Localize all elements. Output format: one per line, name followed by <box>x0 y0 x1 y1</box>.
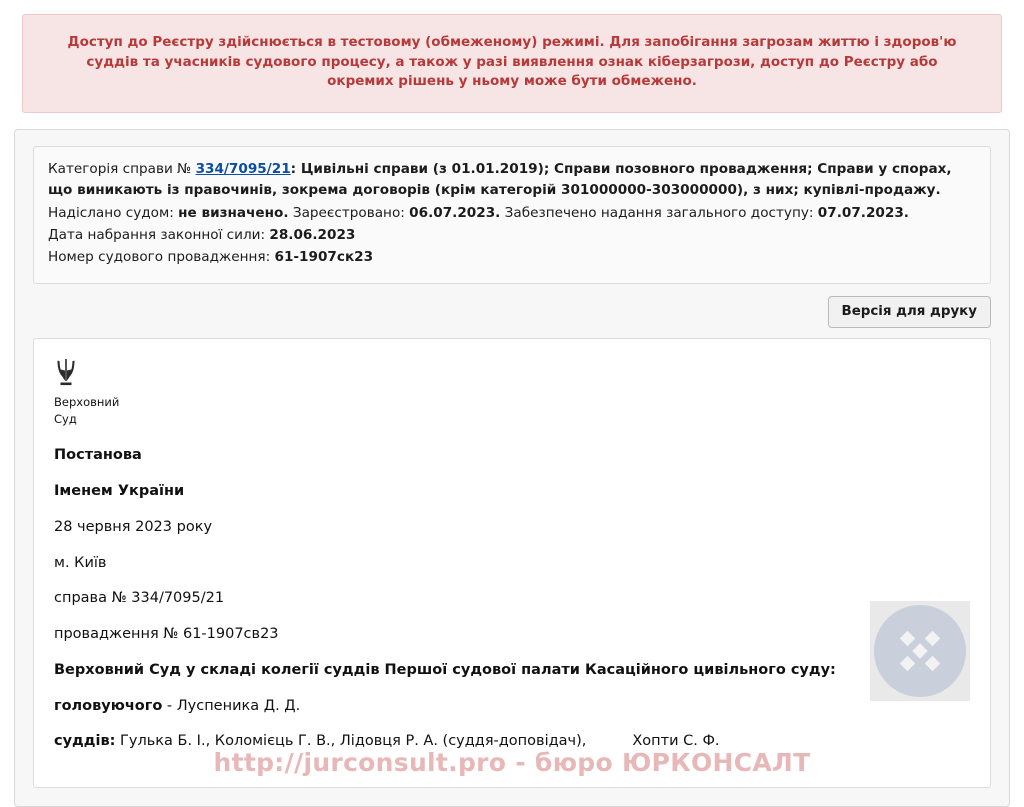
presiding-value: - Луспеника Д. Д. <box>162 697 301 714</box>
case-registered-value: 06.07.2023. <box>409 204 501 221</box>
case-meta-block <box>33 146 991 284</box>
case-sent-line <box>48 203 976 224</box>
case-category-value: : Цивільні справи (з 01.01.2019); Справи позовного провадження; Справи у спорах, що виникають із правочинів, зокрема договорів (крім категорій 301000000-303000000), з них; купівлі-продажу. <box>48 160 952 198</box>
trident-emblem-icon <box>54 357 78 391</box>
case-public-access-label: Забезпечено надання загального доступу: <box>504 204 814 221</box>
judges-value-2: Хопти С. Ф. <box>632 733 720 750</box>
court-name-line2: Суд <box>54 411 77 426</box>
case-public-access-value: 07.07.2023. <box>817 204 909 221</box>
case-card <box>14 129 1010 807</box>
judges-label: суддів: <box>54 733 116 750</box>
page-root <box>0 14 1024 807</box>
court-name-line1: Верховний <box>54 395 120 409</box>
warning-banner <box>22 14 1002 113</box>
document-title: Постанова <box>54 447 142 464</box>
case-effective-value: 28.06.2023 <box>269 226 356 243</box>
document-city: м. Київ <box>54 554 107 571</box>
warning-banner-text: Доступ до Реєстру здійснюється в тестовому (обмеженому) режимі. Для запобігання загрозам життю і здоров'ю суддів та учасників судового процесу, а також у разі виявлення ознак кіберзагрози, доступ до Реєстру або окремих рішень у ньому може бути обмежено. <box>67 34 957 90</box>
case-category-line <box>48 159 976 201</box>
watermark-badge <box>870 601 970 701</box>
document-judges <box>54 731 970 753</box>
toolbar-row <box>33 296 991 328</box>
decision-document <box>33 338 991 788</box>
watermark-glyph-icon <box>870 601 970 701</box>
judges-value: Гулька Б. І., Коломієць Г. В., Лідовця Р. А. (суддя-доповідач), <box>115 733 587 750</box>
case-category-label: Категорія справи № <box>48 160 192 177</box>
presiding-label: головуючого <box>54 697 163 714</box>
case-proceeding-label: Номер судового провадження: <box>48 248 271 265</box>
print-version-button[interactable]: Версія для друку <box>828 296 992 328</box>
document-panel: Верховний Суд у складі колегії суддів Першої судової палати Касаційного цивільного суду: <box>54 661 836 678</box>
case-effective-label: Дата набрання законної сили: <box>48 226 266 243</box>
case-registered-label: Зареєстровано: <box>292 204 405 221</box>
court-name <box>54 394 970 427</box>
case-proceeding-value: 61-1907ск23 <box>274 248 374 265</box>
case-effective-line <box>48 225 976 246</box>
document-presiding <box>54 696 970 718</box>
document-case-number: справа № 334/7095/21 <box>54 590 225 607</box>
document-date: 28 червня 2023 року <box>54 518 213 535</box>
case-sent-label: Надіслано судом: <box>48 204 174 221</box>
site-watermark: http://jurconsult.pro - бюро ЮРКОНСАЛТ <box>213 748 811 777</box>
case-number-link[interactable]: 334/7095/21 <box>195 160 291 177</box>
case-proceeding-line <box>48 247 976 268</box>
case-sent-value: не визначено. <box>178 204 289 221</box>
court-emblem-block <box>54 357 970 427</box>
document-subtitle: Іменем України <box>54 483 185 500</box>
document-proceeding-number: провадження № 61-1907св23 <box>54 626 279 643</box>
